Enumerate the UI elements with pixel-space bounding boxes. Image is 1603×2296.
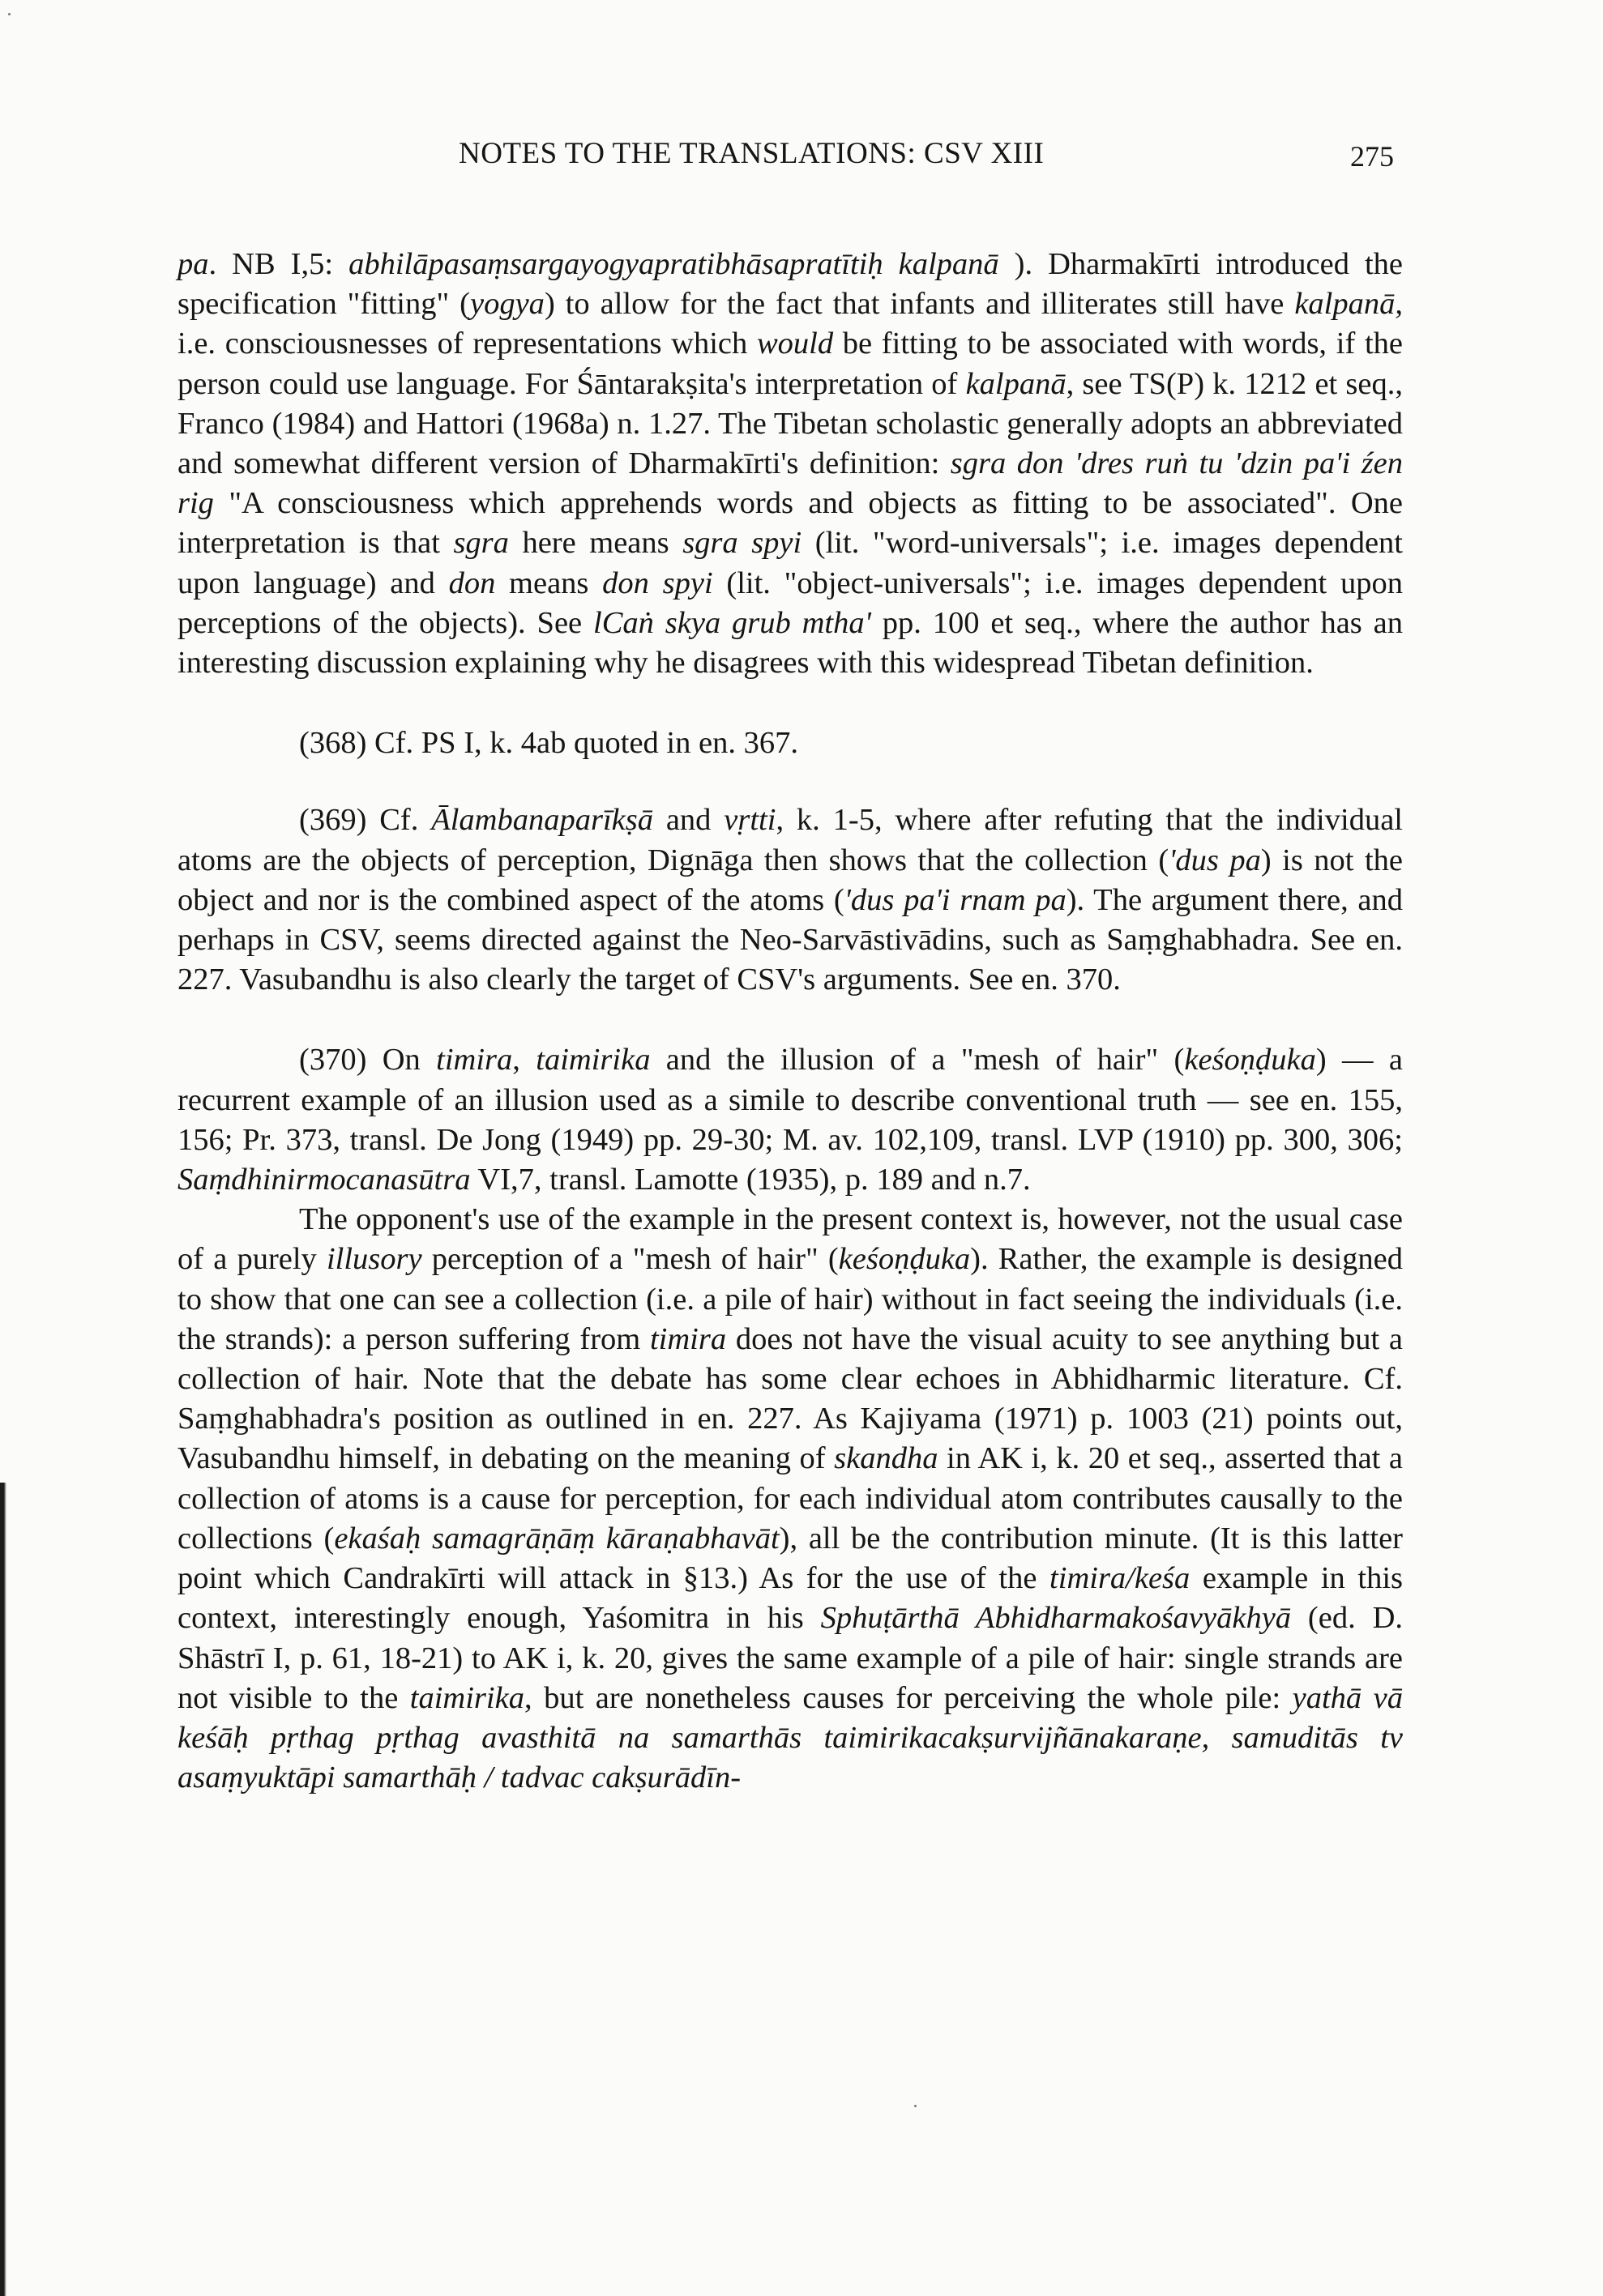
italic-term: vṛtti: [724, 803, 776, 838]
text-run: ). Dharmakīrti introduced the specification "fitting" (: [177, 247, 1403, 322]
text-run: ). Rather, the example is designed to show that one can see a collection (i.e. a pile of hair) without in fact seeing the individuals (i.e. the strands): a person suffering from: [177, 1242, 1403, 1356]
text-run: and: [653, 803, 725, 838]
italic-term: pa: [177, 247, 209, 281]
text-run: (ed. D. Shāstrī I, p. 61, 18-21) to AK i, k. 20, gives the same example of a pile of hair: single strands are not visible to the: [177, 1601, 1403, 1715]
text-run: perception of a "mesh of hair" (: [421, 1242, 839, 1277]
italic-term: timira: [436, 1043, 513, 1078]
scan-speck: [914, 2105, 917, 2107]
italic-term: kalpanā: [965, 366, 1067, 401]
text-run: in AK i, k. 20 et seq., asserted that a collection of atoms is a cause for perception, for each individual atom contributes causally to the collections (: [177, 1441, 1403, 1556]
italic-term: sgra: [453, 526, 509, 561]
text-run: (lit. "object-universals"; i.e. images dependent upon perceptions of the objects). See: [177, 565, 1403, 640]
running-head: NOTES TO THE TRANSLATIONS: CSV XIII: [459, 137, 1045, 170]
italic-term: sgra spyi: [682, 526, 802, 561]
italic-term: keśoṇḍuka: [1184, 1043, 1316, 1078]
italic-term: sgra don 'dres ruṅ tu 'dzin pa'i źen rig: [177, 446, 1403, 521]
text-run: , see TS(P) k. 1212 et seq., Franco (1984) and Hattori (1968a) n. 1.27. The Tibetan scholastic generally adopts an abbreviated and somewhat different version of Dharmakīrti's definition:: [177, 366, 1403, 481]
italic-term: skandha: [834, 1441, 938, 1476]
text-run: ) to allow for the fact that infants and illiterates still have: [544, 287, 1295, 322]
italic-term: 'dus pa: [1169, 843, 1261, 877]
italic-term: taimirika: [536, 1043, 651, 1078]
text-run: (lit. "word-universals"; i.e. images dependent upon language) and: [177, 526, 1403, 600]
italic-term: illusory: [326, 1242, 422, 1277]
text-run: (370) On: [299, 1043, 437, 1078]
italic-term: don spyi: [602, 565, 713, 600]
text-run: does not have the visual acuity to see anything but a collection of hair. Note that the debate has some clear echoes in Abhidharmic literature. Cf. Saṃghabhadra's position as outlined in en. 227. As Kajiyama (1971) p. 1003 (21) points out, Vasubandhu himself, in debating on the meaning of: [177, 1321, 1403, 1476]
text-run: ,: [512, 1043, 536, 1078]
note-370-continued: [177, 1200, 1403, 1798]
italic-term: yogya: [470, 287, 545, 322]
italic-term: kalpanā,: [1294, 287, 1403, 322]
italic-term: taimirika: [409, 1680, 524, 1715]
text-run: (369) Cf.: [299, 803, 432, 838]
text-run: ), all be the contribution minute. (It is this latter point which Candrakīrti will attack in §13.) As for the use of the: [177, 1521, 1404, 1596]
text-run: means: [495, 565, 603, 600]
text-run: ). The argument there, and perhaps in CSV, seems directed against the Neo-Sarvāstivādins, such as Saṃghabhadra. See en. 227. Vasubandhu is also clearly the target of CSV's arguments. See en. 370.: [177, 882, 1403, 997]
text-run: . NB I,5:: [208, 247, 349, 281]
note-369: [177, 800, 1403, 1000]
text-run: , k. 1-5, where after refuting that the individual atoms are the objects of perception, Dignāga then shows that the collection (: [177, 803, 1403, 877]
page-header: [0, 136, 1603, 185]
text-run: example in this context, interestingly enough, Yaśomitra in his: [177, 1561, 1403, 1636]
text-run: VI,7, transl. Lamotte (1935), p. 189 and n.7.: [470, 1163, 1031, 1197]
italic-term: timira: [649, 1321, 727, 1356]
italic-term: abhilāpasaṃsargayogyapratibhāsapratītiḥ kalpanā: [348, 247, 999, 281]
note-370: [177, 1040, 1403, 1200]
text-run: and the illusion of a "mesh of hair" (: [650, 1043, 1185, 1078]
italic-term: timira/keśa: [1049, 1561, 1190, 1596]
paragraph-definition-continued: [177, 245, 1403, 683]
italic-term: 'dus pa'i rnam pa: [844, 882, 1067, 917]
text-run: , but are nonetheless causes for perceiving the whole pile:: [524, 1680, 1293, 1715]
page-number: 275: [1350, 140, 1394, 173]
text-run: ) is not the object and nor is the combined aspect of the atoms (: [177, 843, 1404, 917]
text-run: pp. 100 et seq., where the author has an interesting discussion explaining why he disagrees with this widespread Tibetan definition.: [177, 605, 1403, 681]
italic-term: yathā vā keśāḥ pṛthag pṛthag avasthitā na samarthās taimirikacakṣurvijñānakaraṇe, samuditās tv asaṃyuktāpi samarthāḥ / tadvac cakṣurādīn-: [177, 1680, 1403, 1795]
text-run: ) — a recurrent example of an illusion used as a simile to describe conventional truth — see en. 155, 156; Pr. 373, transl. De Jong (1949) pp. 29-30; M. av. 102,109, transl. LVP (1910) pp. 300, 306;: [177, 1043, 1403, 1157]
text-run: be fitting to be associated with words, if the person could use language. For Śāntarakṣita's interpretation of: [177, 326, 1403, 401]
italic-term: Saṃdhinirmocanasūtra: [177, 1163, 471, 1197]
scan-edge-shadow: [0, 1483, 6, 2296]
italic-term: Sphuṭārthā Abhidharmakośavyākhyā: [820, 1601, 1292, 1636]
text-run: i.e. consciousnesses of representations which: [177, 326, 757, 361]
scan-speck: [8, 13, 11, 15]
note-368: [177, 723, 1403, 763]
text-run: "A consciousness which apprehends words and objects as fitting to be associated". One interpretation is that: [177, 486, 1403, 561]
italic-term: ekaśaḥ samagrāṇāṃ kāraṇabhavāt: [334, 1521, 780, 1556]
italic-term: Ālambanaparīkṣā: [431, 803, 653, 838]
italic-term: lCaṅ skya grub mtha': [593, 605, 871, 640]
notes-body: [177, 245, 1403, 1798]
text-run: (368) Cf. PS I, k. 4ab quoted in en. 367.: [299, 726, 798, 761]
text-run: The opponent's use of the example in the present context is, however, not the usual case of a purely: [177, 1202, 1403, 1277]
text-run: here means: [508, 526, 683, 561]
italic-term: keśoṇḍuka: [838, 1242, 971, 1277]
italic-term: don: [448, 565, 496, 600]
italic-term: would: [756, 326, 834, 361]
